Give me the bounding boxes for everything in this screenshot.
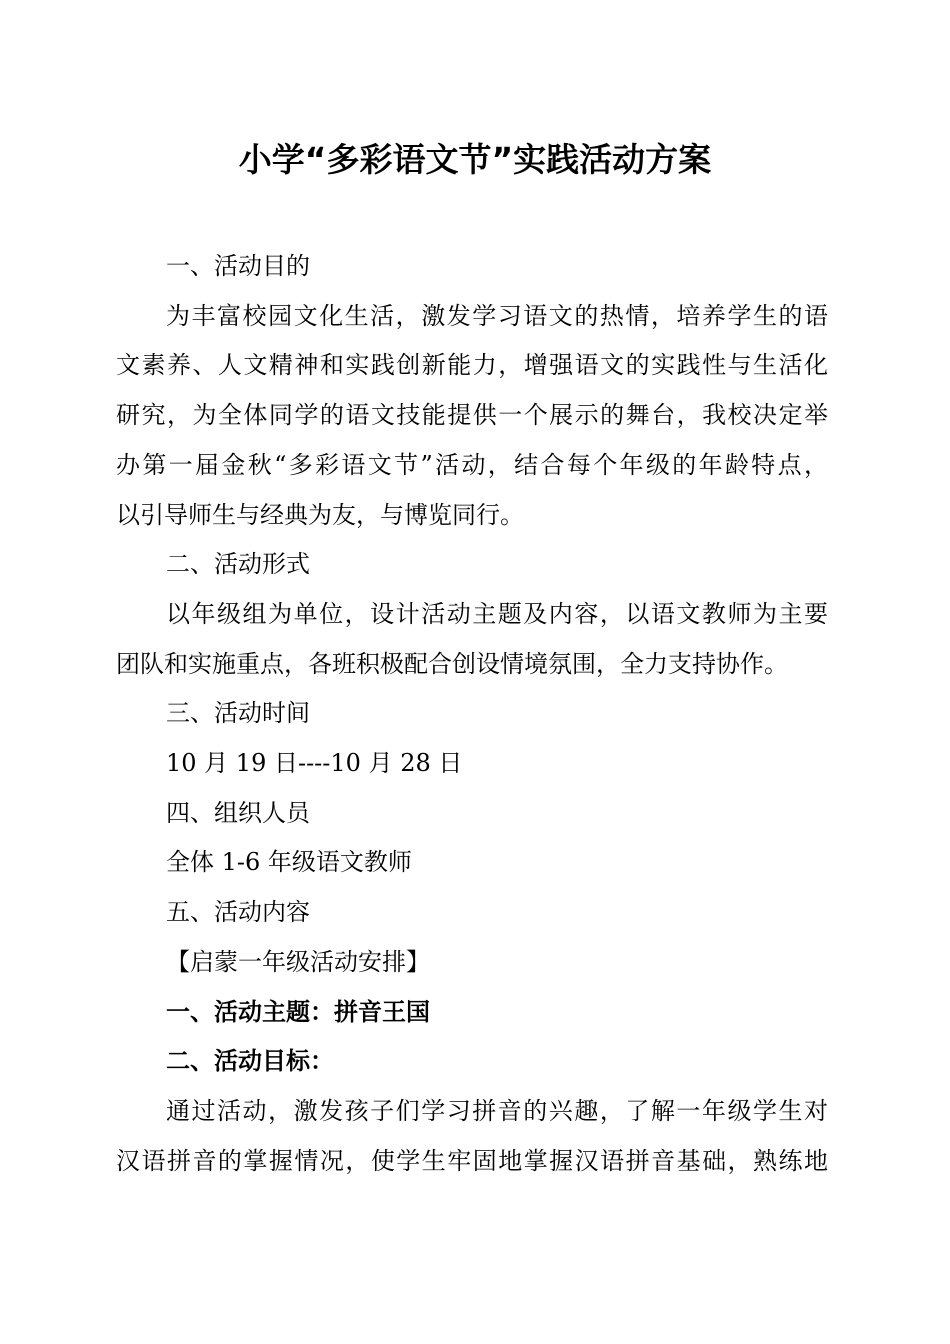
paragraph-line: 通过活动，激发孩子们学习拼音的兴趣，了解一年级学生对 bbox=[166, 1096, 828, 1125]
section-heading: 五、活动内容 bbox=[166, 898, 310, 927]
paragraph-line: 以年级组为单位，设计活动主题及内容，以语文教师为主要 bbox=[166, 599, 828, 628]
section-heading: 四、组织人员 bbox=[166, 798, 310, 827]
paragraph-line: 以引导师生与经典为友，与博览同行。 bbox=[116, 500, 524, 529]
paragraph-line: 研究，为全体同学的语文技能提供一个展示的舞台，我校决定举 bbox=[116, 401, 828, 430]
section-heading: 二、活动形式 bbox=[166, 550, 310, 579]
paragraph-line: 为丰富校园文化生活，激发学习语文的热情，培养学生的语 bbox=[166, 301, 828, 330]
document-body bbox=[116, 242, 828, 1186]
paragraph-line: 办第一届金秋“多彩语文节”活动，结合每个年级的年龄特点， bbox=[116, 450, 828, 479]
grade1-goal-heading: 二、活动目标： bbox=[166, 1047, 334, 1076]
paragraph-line: 团队和实施重点，各班积极配合创设情境氛围，全力支持协作。 bbox=[116, 649, 788, 678]
grade1-theme-heading: 一、活动主题：拼音王国 bbox=[166, 997, 430, 1026]
document-title: 小学“多彩语文节”实践活动方案 bbox=[238, 140, 712, 179]
paragraph-line: 全体 1-6 年级语文教师 bbox=[166, 848, 412, 877]
paragraph-line: 汉语拼音的掌握情况，使学生牢固地掌握汉语拼音基础，熟练地 bbox=[116, 1146, 828, 1175]
paragraph-line: 10 月 19 日----10 月 28 日 bbox=[166, 749, 463, 778]
section-heading: 三、活动时间 bbox=[166, 699, 310, 728]
subsection-label: 【启蒙一年级活动安排】 bbox=[166, 947, 430, 976]
section-heading: 一、活动目的 bbox=[166, 252, 310, 280]
paragraph-line: 文素养、人文精神和实践创新能力，增强语文的实践性与生活化 bbox=[116, 351, 828, 380]
